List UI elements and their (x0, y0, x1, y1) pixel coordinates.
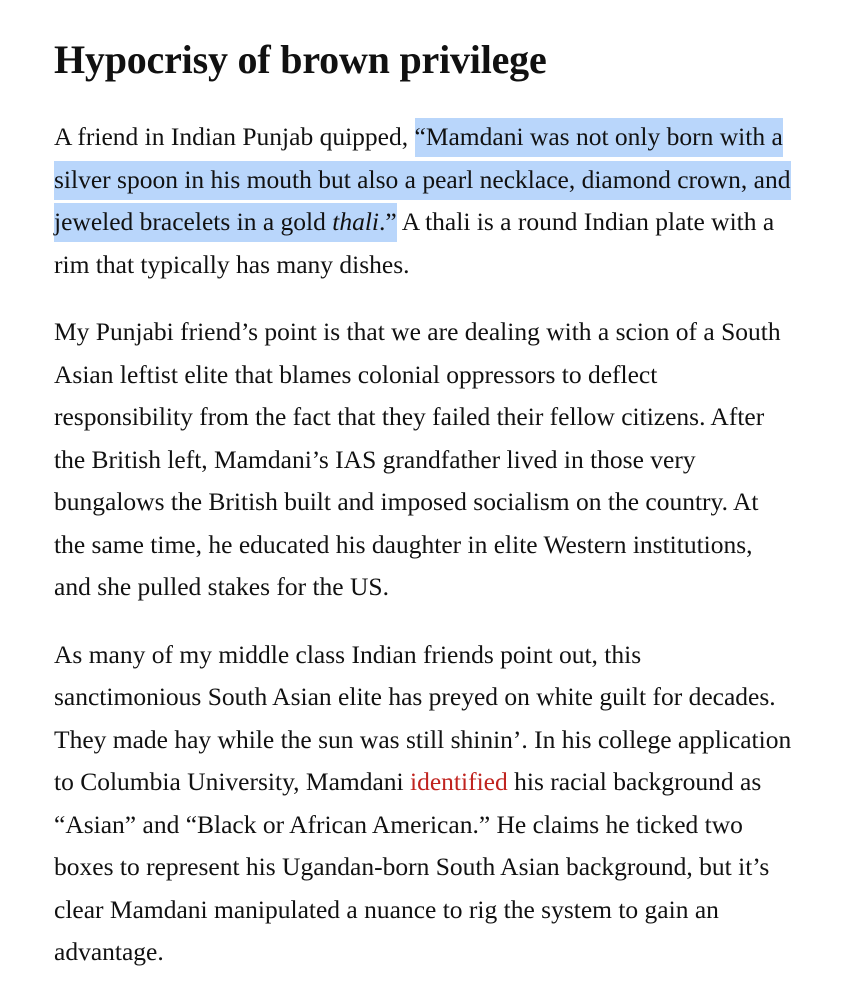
quote-end: .” (379, 207, 397, 236)
article-title: Hypocrisy of brown privilege (54, 37, 547, 82)
identified-link[interactable]: identified (410, 767, 508, 796)
article (54, 34, 794, 974)
paragraph-1 (54, 116, 794, 286)
quote-text: “Mamdani was not only born with a silver spoon in his mouth but also a pearl necklace, diamond crown, and jeweled bracelets in a gold (54, 122, 791, 236)
paragraph-1-rest: A thali is a round Indian plate with a rim that typically has many dishes. (54, 207, 775, 279)
paragraph-2: My Punjabi friend’s point is that we are dealing with a scion of a South Asian leftist elite that blames colonial oppressors to deflect responsibility from the fact that they failed their fellow citizens. After the British left, Mamdani’s IAS grandfather lived in those very bungalows the British built and imposed socialism on the country. At the same time, he educated his daughter in elite Western institutions, and she pulled stakes for the US. (54, 317, 781, 601)
paragraph-3-before-link: As many of my middle class Indian friends point out, this sanctimonious South Asian elite has preyed on white guilt for decades. They made hay while the sun was still shinin’. In his college application to Columbia University, Mamdani (54, 639, 792, 796)
paragraph-1-lead: A friend in Indian Punjab quipped, (54, 122, 415, 151)
paragraph-3-after-link: his racial background as “Asian” and “Black or African American.” He claims he ticked two boxes to represent his Ugandan-born South Asian background, but it’s clear Mamdani manipulated a nuance to rig the system to gain an advantage. (54, 767, 770, 966)
paragraph-3 (54, 634, 794, 974)
quote-italic-word: thali (332, 207, 380, 236)
